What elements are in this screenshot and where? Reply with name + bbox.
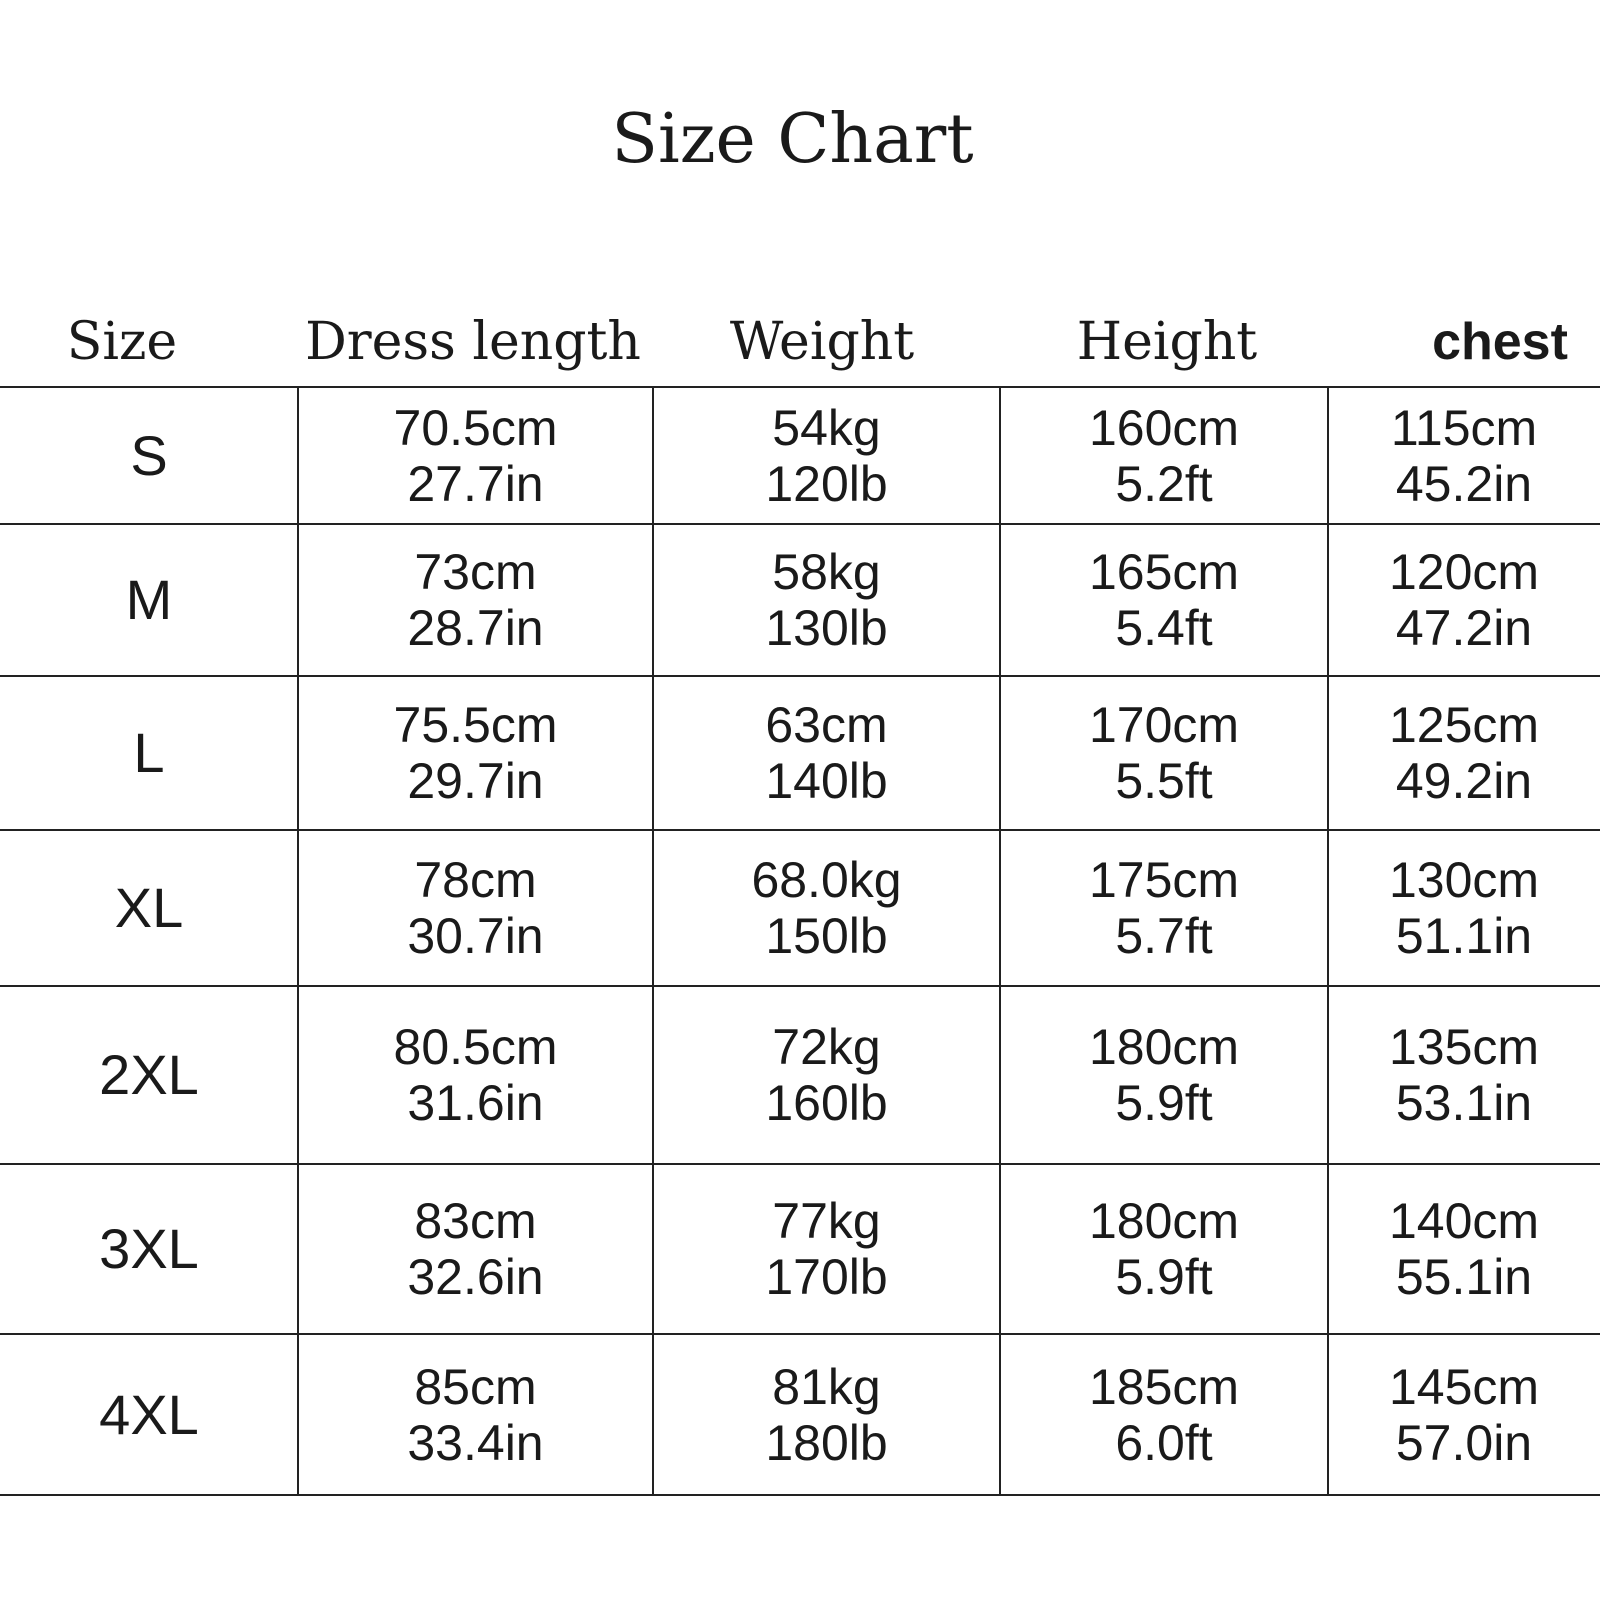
weight-imperial-value: 140lb xyxy=(765,753,888,809)
chest-metric-value: 125cm xyxy=(1388,697,1540,753)
weight-imperial-value: 170lb xyxy=(765,1249,888,1305)
weight-metric-value: 54kg xyxy=(772,399,881,456)
chest-metric-value: 130cm xyxy=(1388,852,1540,908)
table-cell-weight xyxy=(653,676,1000,830)
table-cell-chest xyxy=(1328,387,1600,524)
height-metric-value: 175cm xyxy=(1088,852,1240,908)
table-cell-dress-length xyxy=(298,830,653,986)
table-cell-dress-length xyxy=(298,387,653,524)
header-weight: Weight xyxy=(729,312,915,372)
chest-imperial-value: 49.2in xyxy=(1395,753,1533,809)
table-cell-size xyxy=(0,676,298,830)
height-metric-value: 185cm xyxy=(1088,1358,1240,1415)
weight-imperial-value: 180lb xyxy=(765,1414,888,1471)
table-cell-weight xyxy=(653,830,1000,986)
header-height: Height xyxy=(1076,312,1258,372)
table-cell-chest xyxy=(1328,1164,1600,1334)
height-metric-value: 180cm xyxy=(1088,1019,1240,1075)
chest-imperial-value: 47.2in xyxy=(1395,600,1533,656)
table-cell-weight xyxy=(653,387,1000,524)
size-label: S xyxy=(130,423,168,487)
height-imperial-value: 5.2ft xyxy=(1115,455,1213,512)
table-cell-chest xyxy=(1328,676,1600,830)
chest-metric-value: 145cm xyxy=(1388,1358,1540,1415)
table-cell-height xyxy=(1000,830,1328,986)
chest-imperial-value: 53.1in xyxy=(1395,1075,1533,1131)
dress-length-imperial-value: 30.7in xyxy=(407,908,544,964)
table-cell-size xyxy=(0,830,298,986)
table-cell-height xyxy=(1000,1334,1328,1495)
size-label: M xyxy=(125,568,173,631)
dress-length-metric-value: 78cm xyxy=(414,852,537,908)
table-cell-chest xyxy=(1328,1334,1600,1495)
height-imperial-value: 5.9ft xyxy=(1115,1249,1213,1305)
table-cell-weight xyxy=(653,524,1000,676)
dress-length-imperial-value: 29.7in xyxy=(407,753,544,809)
table-cell-height xyxy=(1000,524,1328,676)
dress-length-imperial-value: 32.6in xyxy=(407,1249,544,1305)
weight-metric-value: 58kg xyxy=(772,544,881,600)
table-cell-size xyxy=(0,387,298,524)
table-cell-size xyxy=(0,986,298,1164)
header-chest: chest xyxy=(1432,313,1568,371)
height-metric-value: 180cm xyxy=(1088,1193,1240,1249)
table-cell-height xyxy=(1000,387,1328,524)
table-cell-weight xyxy=(653,1164,1000,1334)
height-imperial-value: 5.5ft xyxy=(1115,753,1213,809)
table-cell-dress-length xyxy=(298,1164,653,1334)
size-label: 2XL xyxy=(99,1043,199,1106)
table-cell-dress-length xyxy=(298,1334,653,1495)
size-label: XL xyxy=(114,876,184,939)
height-imperial-value: 5.9ft xyxy=(1115,1075,1213,1131)
weight-imperial-value: 130lb xyxy=(765,600,888,656)
height-imperial-value: 5.7ft xyxy=(1115,908,1213,964)
dress-length-metric-value: 85cm xyxy=(414,1358,537,1415)
dress-length-imperial-value: 28.7in xyxy=(407,600,544,656)
table-cell-height xyxy=(1000,676,1328,830)
table-cell-height xyxy=(1000,1164,1328,1334)
table-cell-weight xyxy=(653,1334,1000,1495)
size-label: L xyxy=(133,721,165,784)
height-imperial-value: 5.4ft xyxy=(1115,600,1213,656)
table-cell-height xyxy=(1000,986,1328,1164)
size-label: 4XL xyxy=(99,1382,199,1446)
dress-length-metric-value: 75.5cm xyxy=(393,697,558,753)
weight-imperial-value: 120lb xyxy=(765,455,888,512)
page-title: Size Chart xyxy=(611,100,974,179)
table-cell-weight xyxy=(653,986,1000,1164)
table-cell-dress-length xyxy=(298,524,653,676)
chest-imperial-value: 51.1in xyxy=(1395,908,1533,964)
table-cell-size xyxy=(0,524,298,676)
chest-imperial-value: 57.0in xyxy=(1395,1414,1533,1471)
dress-length-imperial-value: 31.6in xyxy=(407,1075,544,1131)
table-cell-chest xyxy=(1328,524,1600,676)
dress-length-imperial-value: 27.7in xyxy=(407,455,544,512)
weight-metric-value: 68.0kg xyxy=(751,852,902,908)
table-cell-size xyxy=(0,1164,298,1334)
table-cell-dress-length xyxy=(298,676,653,830)
dress-length-imperial-value: 33.4in xyxy=(407,1414,544,1471)
height-metric-value: 170cm xyxy=(1088,697,1240,753)
chest-metric-value: 140cm xyxy=(1388,1193,1540,1249)
dress-length-metric-value: 83cm xyxy=(414,1193,537,1249)
table-cell-chest xyxy=(1328,830,1600,986)
chest-metric-value: 135cm xyxy=(1388,1019,1540,1075)
header-size: Size xyxy=(66,312,178,372)
weight-metric-value: 77kg xyxy=(772,1193,881,1249)
dress-length-metric-value: 80.5cm xyxy=(393,1019,558,1075)
table-cell-chest xyxy=(1328,986,1600,1164)
weight-metric-value: 81kg xyxy=(772,1358,881,1415)
height-metric-value: 160cm xyxy=(1088,399,1240,456)
weight-metric-value: 72kg xyxy=(772,1019,881,1075)
chest-imperial-value: 55.1in xyxy=(1395,1249,1533,1305)
chest-metric-value: 120cm xyxy=(1388,544,1540,600)
dress-length-metric-value: 73cm xyxy=(414,544,537,600)
height-imperial-value: 6.0ft xyxy=(1115,1414,1213,1471)
weight-imperial-value: 150lb xyxy=(765,908,888,964)
chest-imperial-value: 45.2in xyxy=(1395,455,1533,512)
weight-imperial-value: 160lb xyxy=(765,1075,888,1131)
table-cell-dress-length xyxy=(298,986,653,1164)
height-metric-value: 165cm xyxy=(1088,544,1240,600)
chest-metric-value: 115cm xyxy=(1390,399,1538,456)
size-label: 3XL xyxy=(99,1217,199,1280)
dress-length-metric-value: 70.5cm xyxy=(393,399,558,456)
weight-metric-value: 63cm xyxy=(765,697,888,753)
header-dress-length: Dress length xyxy=(305,312,641,372)
table-cell-size xyxy=(0,1334,298,1495)
